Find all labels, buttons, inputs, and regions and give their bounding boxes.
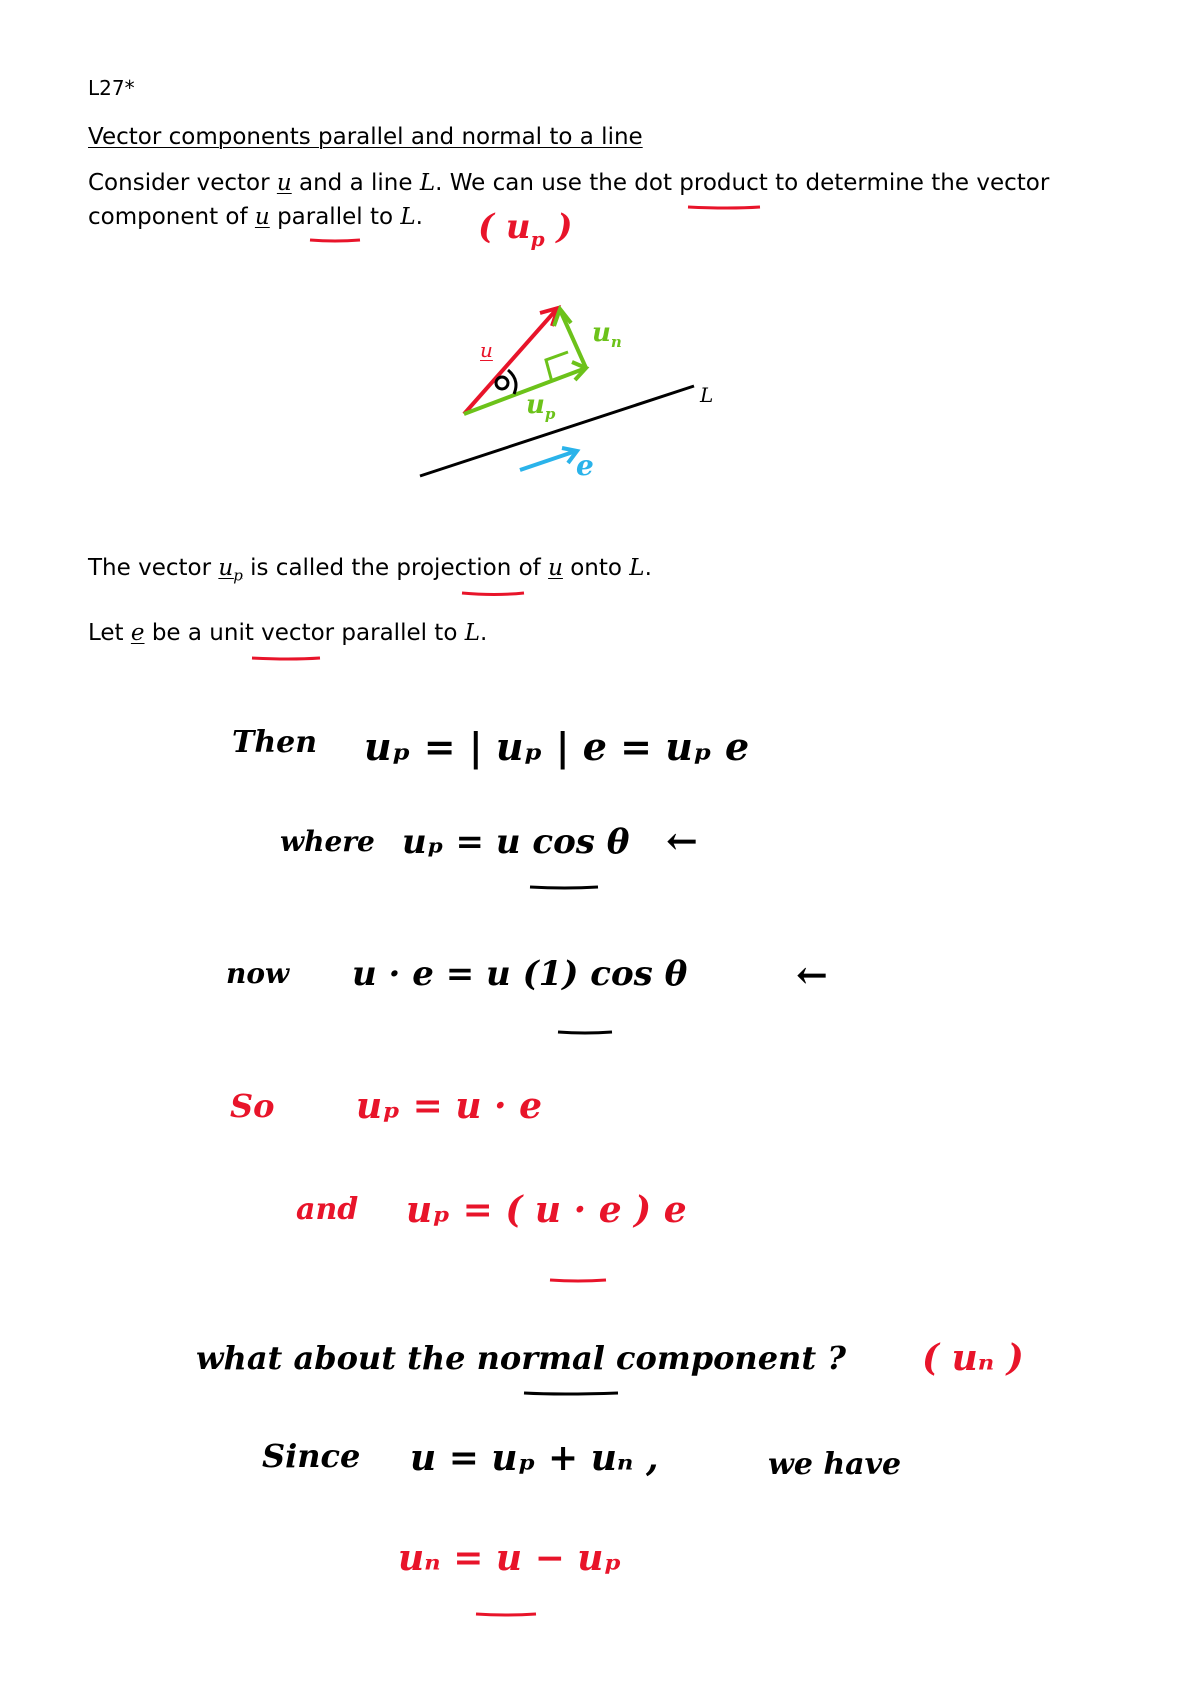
vector-un — [560, 310, 586, 368]
intro-text-5: parallel to — [277, 204, 394, 230]
hw-line6-text: what about the normal component ? — [196, 1339, 846, 1377]
underline-cos — [530, 887, 598, 888]
underline-normal — [524, 1393, 618, 1394]
projection-text-4: . — [644, 555, 652, 581]
symbol-up-base: u — [218, 555, 234, 581]
projection-text-2: is called the projection of — [250, 555, 541, 581]
intro-text-1: Consider vector — [88, 170, 270, 196]
unit-text-2: be a unit vector parallel to — [151, 620, 458, 646]
diagram-label-L: L — [700, 383, 714, 407]
symbol-u: u — [276, 170, 292, 196]
underline-unit-vector — [252, 658, 320, 659]
page-code: L27* — [88, 76, 135, 100]
diagram-label-up: $u_p$ — [526, 390, 556, 424]
intro-text-6: . — [415, 204, 423, 230]
intro-text-4: component of — [88, 204, 248, 230]
hw-line7-eq: u = uₚ + uₙ , — [410, 1437, 659, 1479]
projection-line — [88, 557, 652, 584]
unit-text-3: . — [480, 620, 488, 646]
hw-line3-word: now — [226, 957, 290, 990]
hw-line4-word: So — [230, 1087, 275, 1125]
symbol-up — [218, 555, 243, 585]
hw-line1-eq: uₚ = | uₚ | e = uₚ e — [364, 724, 750, 769]
hw-arrow-1: ← — [666, 818, 698, 863]
symbol-L: L — [629, 555, 645, 581]
intro-text-3: . We can use the dot product to determine the vector — [435, 170, 1050, 196]
hw-line1-word: Then — [232, 725, 318, 760]
theta-mark — [496, 377, 508, 389]
hw-line8-eq: uₙ = u − uₚ — [398, 1537, 622, 1579]
projection-text-3: onto — [570, 555, 622, 581]
side-note-close: ) — [556, 207, 573, 247]
underline-result — [550, 1280, 606, 1281]
symbol-u: u — [548, 555, 563, 581]
hw-line7-tail: we have — [768, 1447, 902, 1482]
hw-line6-note: ( uₙ ) — [922, 1337, 1024, 1379]
line-L — [420, 386, 694, 476]
symbol-up-sub: p — [233, 566, 243, 585]
underline-dot-product — [688, 207, 760, 208]
hw-arrow-2: ← — [796, 952, 828, 997]
diagram-label-e: e — [576, 449, 594, 482]
symbol-u: u — [254, 204, 270, 230]
hw-line2-word: where — [280, 825, 375, 858]
symbol-e: e — [130, 620, 145, 646]
diagram-label-u: u — [480, 338, 493, 362]
hw-line3-eq: u · e = u (1) cos θ — [352, 954, 688, 994]
diagram-label-un: $u_n$ — [592, 318, 622, 352]
underline-final — [476, 1614, 536, 1615]
hw-line5-eq: uₚ = ( u · e ) e — [406, 1189, 687, 1231]
unit-line — [88, 622, 487, 645]
side-note-open: ( u — [478, 207, 531, 247]
underline-projection — [462, 593, 524, 595]
unit-text-1: Let — [88, 620, 124, 646]
hw-line7-word: Since — [262, 1437, 361, 1475]
symbol-L: L — [419, 170, 436, 196]
underline-u1 — [558, 1032, 612, 1033]
symbol-L: L — [400, 204, 416, 230]
page-title: Vector components parallel and normal to a line — [88, 124, 643, 150]
hw-line5-word: and — [296, 1192, 359, 1227]
hw-line4-eq: uₚ = u · e — [356, 1085, 543, 1127]
underline-parallel — [310, 240, 360, 241]
hw-line2-eq: uₚ = u cos θ — [402, 822, 630, 862]
symbol-L: L — [464, 620, 480, 646]
projection-text-1: The vector — [88, 555, 212, 581]
side-note-sub: p — [530, 226, 545, 251]
intro-text-2: and a line — [299, 170, 413, 196]
